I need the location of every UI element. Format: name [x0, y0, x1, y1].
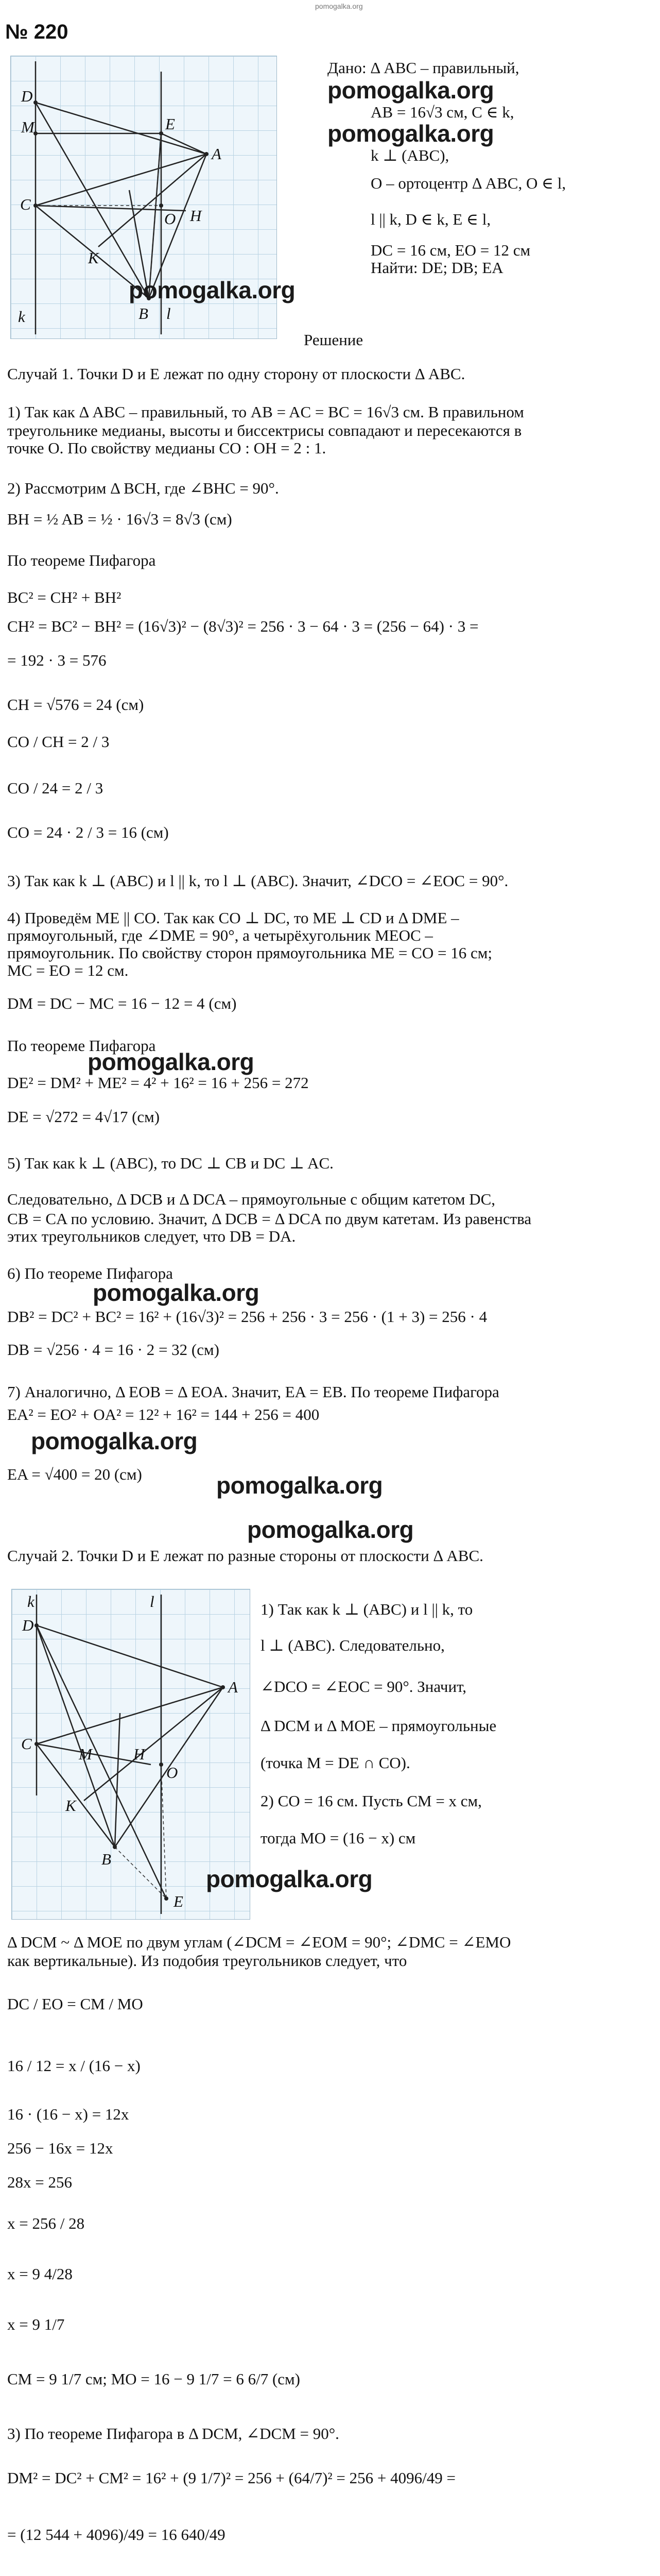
watermark: pomogalka.org [327, 120, 494, 147]
text-line: 2) CO = 16 см. Пусть CM = x см, [260, 1792, 482, 1810]
text-line: точке O. По свойству медианы CO : OH = 2 : 1. [7, 439, 326, 457]
text-line: MC = EO = 12 см. [7, 961, 129, 979]
text-line: треугольнике медианы, высоты и биссектрисы совпадают и пересекаются в [7, 421, 522, 439]
text-line: По теореме Пифагора [7, 551, 156, 569]
fig2-label-h: H [133, 1745, 145, 1763]
watermark: pomogalka.org [327, 77, 494, 104]
fig1-label-o: O [164, 210, 176, 228]
watermark: pomogalka.org [93, 1279, 259, 1306]
text-line: ∠DCO = ∠EOC = 90°. Значит, [260, 1677, 467, 1696]
given-line: k ⊥ (ABC), [371, 146, 449, 164]
fig1-label-e: E [165, 115, 175, 133]
text-line: 5) Так как k ⊥ (ABC), то DC ⊥ CB и DC ⊥ AC. [7, 1154, 334, 1172]
fig2-label-b: B [101, 1850, 111, 1868]
formula-line: x = 9 1/7 [7, 2315, 65, 2333]
formula-line: EA² = EO² + OA² = 12² + 16² = 144 + 256 = 400 [7, 1405, 320, 1423]
text-line: 6) По теореме Пифагора [7, 1264, 173, 1282]
formula-line: DM² = DC² + CM² = 16² + (9 1/7)² = 256 + (64/7)² = 256 + 4096/49 = [7, 2469, 456, 2487]
fig2-label-k-point: K [65, 1797, 76, 1815]
formula-line: CO / CH = 2 / 3 [7, 733, 110, 751]
fig2-label-l: l [150, 1592, 154, 1611]
watermark: pomogalka.org [247, 1516, 414, 1543]
fig1-label-m: M [21, 118, 34, 136]
given-line: O – ортоцентр Δ ABC, O ∈ l, [371, 174, 566, 192]
text-line: прямоугольный, где ∠DME = 90°, а четырёхугольник MEOC – [7, 926, 433, 944]
case-1-title: Случай 1. Точки D и E лежат по одну сторону от плоскости Δ ABC. [7, 365, 465, 383]
text-line: CB = CA по условию. Значит, Δ DCB = Δ DCA по двум катетам. Из равенства [7, 1210, 532, 1228]
text-line: 1) Так как Δ ABC – правильный, то AB = AC = BC = 16√3 см. В правильном [7, 403, 524, 421]
text-line: По теореме Пифагора [7, 1037, 156, 1055]
formula-line: 256 − 16x = 12x [7, 2139, 113, 2157]
fig2-label-o: O [166, 1764, 178, 1782]
formula-line: = (12 544 + 4096)/49 = 16 640/49 [7, 2526, 225, 2544]
watermark: pomogalka.org [31, 1428, 198, 1454]
fig1-label-k-line: k [18, 308, 25, 326]
given-line: Найти: DE; DB; EA [371, 259, 503, 277]
text-line: 2) Рассмотрим Δ BCH, где ∠BHC = 90°. [7, 479, 279, 497]
text-line: Δ DCM ~ Δ MOE по двум углам (∠DCM = ∠EOM = 90°; ∠DMC = ∠EMO [7, 1933, 511, 1951]
fig2-label-k: k [27, 1592, 34, 1611]
formula-line: = 192 · 3 = 576 [7, 651, 107, 669]
formula-line: DB² = DC² + BC² = 16² + (16√3)² = 256 + 256 · 3 = 256 · (1 + 3) = 256 · 4 [7, 1308, 488, 1326]
formula-line: DB = √256 · 4 = 16 · 2 = 32 (см) [7, 1341, 219, 1359]
formula-line: EA = √400 = 20 (см) [7, 1465, 142, 1483]
text-line: (точка M = DE ∩ CO). [260, 1754, 410, 1772]
watermark: pomogalka.org [206, 1866, 373, 1892]
solution-title: Решение [304, 331, 363, 349]
formula-line: BC² = CH² + BH² [7, 588, 121, 606]
formula-line: DC / EO = CM / MO [7, 1995, 143, 2013]
text-line: тогда MO = (16 − x) см [260, 1829, 416, 1847]
fig1-label-l: l [166, 304, 171, 323]
text-line: 1) Так как k ⊥ (ABC) и l || k, то [260, 1600, 473, 1618]
text-line: l ⊥ (ABC). Следовательно, [260, 1636, 445, 1654]
text-line: Следовательно, Δ DCB и Δ DCA – прямоугольные с общим катетом DC, [7, 1190, 496, 1208]
fig1-label-d: D [21, 87, 33, 105]
problem-number: № 220 [5, 21, 68, 43]
text-line: как вертикальные). Из подобия треугольников следует, что [7, 1952, 407, 1970]
text-line: 3) Так как k ⊥ (ABC) и l || k, то l ⊥ (ABC). Значит, ∠DCO = ∠EOC = 90°. [7, 872, 509, 890]
given-line: DC = 16 см, EO = 12 см [371, 241, 531, 259]
given-line: l || k, D ∈ k, E ∈ l, [371, 210, 491, 228]
watermark: pomogalka.org [88, 1048, 254, 1075]
text-line: этих треугольников следует, что DB = DA. [7, 1227, 296, 1245]
formula-line: CH² = BC² − BH² = (16√3)² − (8√3)² = 256 · 3 − 64 · 3 = (256 − 64) · 3 = [7, 617, 479, 635]
formula-line: x = 9 4/28 [7, 2265, 73, 2283]
case-2-title: Случай 2. Точки D и E лежат по разные стороны от плоскости Δ ABC. [7, 1547, 483, 1565]
given-line: AB = 16√3 см, C ∈ k, [371, 103, 514, 121]
watermark: pomogalka.org [216, 1472, 383, 1499]
formula-line: CM = 9 1/7 см; MO = 16 − 9 1/7 = 6 6/7 (см) [7, 2370, 300, 2388]
formula-line: BH = ½ AB = ½ · 16√3 = 8√3 (см) [7, 510, 232, 528]
site-header[interactable]: pomogalka.org [315, 2, 363, 10]
formula-line: CO / 24 = 2 / 3 [7, 779, 103, 797]
fig1-label-a: A [212, 145, 221, 163]
formula-line: DM = DC − MC = 16 − 12 = 4 (см) [7, 994, 237, 1012]
text-line: Δ DCM и Δ MOE – прямоугольные [260, 1717, 497, 1735]
fig1-label-k: K [88, 249, 99, 267]
formula-line: 16 / 12 = x / (16 − x) [7, 2057, 141, 2075]
formula-line: x = 256 / 28 [7, 2214, 85, 2232]
fig1-label-c: C [20, 195, 31, 213]
formula-line: DE = √272 = 4√17 (см) [7, 1108, 160, 1126]
watermark: pomogalka.org [129, 277, 296, 303]
fig2-label-a: A [228, 1678, 238, 1696]
formula-line: CO = 24 · 2 / 3 = 16 (см) [7, 823, 169, 841]
fig2-label-m: M [79, 1745, 92, 1763]
fig2-label-d: D [22, 1616, 34, 1634]
fig2-label-c: C [21, 1735, 32, 1753]
given-line: Дано: Δ ABC – правильный, [327, 59, 519, 77]
formula-line: DE² = DM² + ME² = 4² + 16² = 16 + 256 = 272 [7, 1074, 309, 1092]
formula-line: 16 · (16 − x) = 12x [7, 2105, 129, 2123]
text-line: 3) По теореме Пифагора в Δ DCM, ∠DCM = 90°. [7, 2425, 339, 2443]
formula-line: 28x = 256 [7, 2173, 72, 2191]
text-line: прямоугольник. По свойству сторон прямоугольника ME = CO = 16 см; [7, 944, 492, 962]
fig1-label-h: H [190, 207, 202, 225]
text-line: 7) Аналогично, Δ EOB = Δ EOA. Значит, EA = EB. По теореме Пифагора [7, 1383, 499, 1401]
fig1-label-b: B [138, 304, 148, 323]
fig2-label-e: E [173, 1892, 183, 1910]
formula-line: CH = √576 = 24 (см) [7, 696, 144, 714]
text-line: 4) Проведём ME || CO. Так как CO ⊥ DC, то ME ⊥ CD и Δ DME – [7, 909, 459, 927]
